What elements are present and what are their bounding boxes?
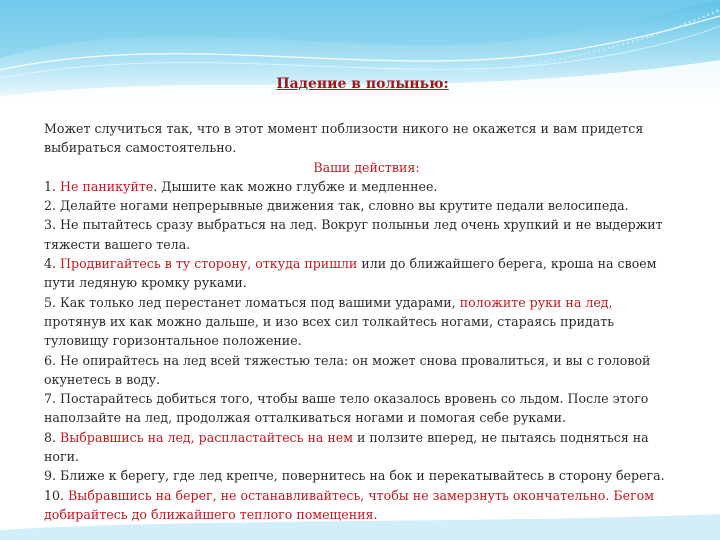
step-8-cont: ноги. bbox=[44, 449, 79, 465]
step-4-cont: пути ледяную кромку руками. bbox=[44, 275, 247, 291]
step-10-cont: добирайтесь до ближайшего теплого помещения. bbox=[44, 506, 378, 522]
highlight: Продвигайтесь в ту сторону, откуда пришли bbox=[60, 256, 358, 272]
step-4: 4. Продвигайтесь в ту сторону, откуда пришли или до ближайшего берега, кроша на своем bbox=[44, 256, 657, 272]
step-2: 2. Делайте ногами непрерывные движения так, словно вы крутите педали велосипеда. bbox=[44, 198, 629, 214]
highlight: положите руки на лед, bbox=[459, 294, 613, 310]
step-5: 5. Как только лед перестанет ломаться под вашими ударами, положите руки на лед, bbox=[44, 294, 613, 310]
step-3: 3. Не пытайтесь сразу выбраться на лед. Вокруг полыньи лед очень хрупкий и не выдержит bbox=[44, 217, 663, 233]
highlight: Выбравшись на лед, распластайтесь на нем bbox=[60, 429, 354, 445]
step-9: 9. Ближе к берегу, где лед крепче, повернитесь на бок и перекатывайтесь в сторону берега. bbox=[44, 468, 665, 484]
step-5-cont: протянув их как можно дальше, и изо всех сил толкайтесь ногами, стараясь придать bbox=[44, 313, 615, 329]
intro-line: Может случиться так, что в этот момент поблизости никого не окажется и вам придется bbox=[44, 121, 644, 136]
step-8: 8. Выбравшись на лед, распластайтесь на нем и ползите вперед, не пытаясь подняться на bbox=[44, 429, 649, 445]
step-3-cont: тяжести вашего тела. bbox=[44, 236, 191, 252]
step-7: 7. Постарайтесь добиться того, чтобы ваше тело оказалось вровень со льдом. После этого bbox=[44, 391, 649, 407]
step-6: 6. Не опирайтесь на лед всей тяжестью тела: он может снова провалиться, и вы с головой bbox=[44, 352, 651, 368]
intro-line: выбираться самостоятельно. bbox=[44, 140, 237, 156]
highlight: Выбравшись на берег, не останавливайтесь, чтобы не замерзнуть окончательно. Бегом bbox=[68, 487, 655, 503]
step-10: 10. Выбравшись на берег, не останавливайтесь, чтобы не замерзнуть окончательно. Бегом bbox=[44, 487, 655, 503]
step-1: 1. Не паникуйте. Дышите как можно глубже и медленнее. bbox=[44, 178, 438, 194]
subheading: Ваши действия: bbox=[313, 159, 420, 175]
slide-title: Падение в полынью: bbox=[276, 76, 449, 92]
highlight: Не паникуйте bbox=[60, 178, 154, 194]
step-7-cont: наползайте на лед, продолжая отталкиваться ногами и помогая себе руками. bbox=[44, 410, 566, 426]
step-6-cont: окунетесь в воду. bbox=[44, 371, 160, 387]
step-5-cont: туловищу горизонтальное положение. bbox=[44, 333, 302, 349]
slide-body bbox=[44, 119, 689, 524]
